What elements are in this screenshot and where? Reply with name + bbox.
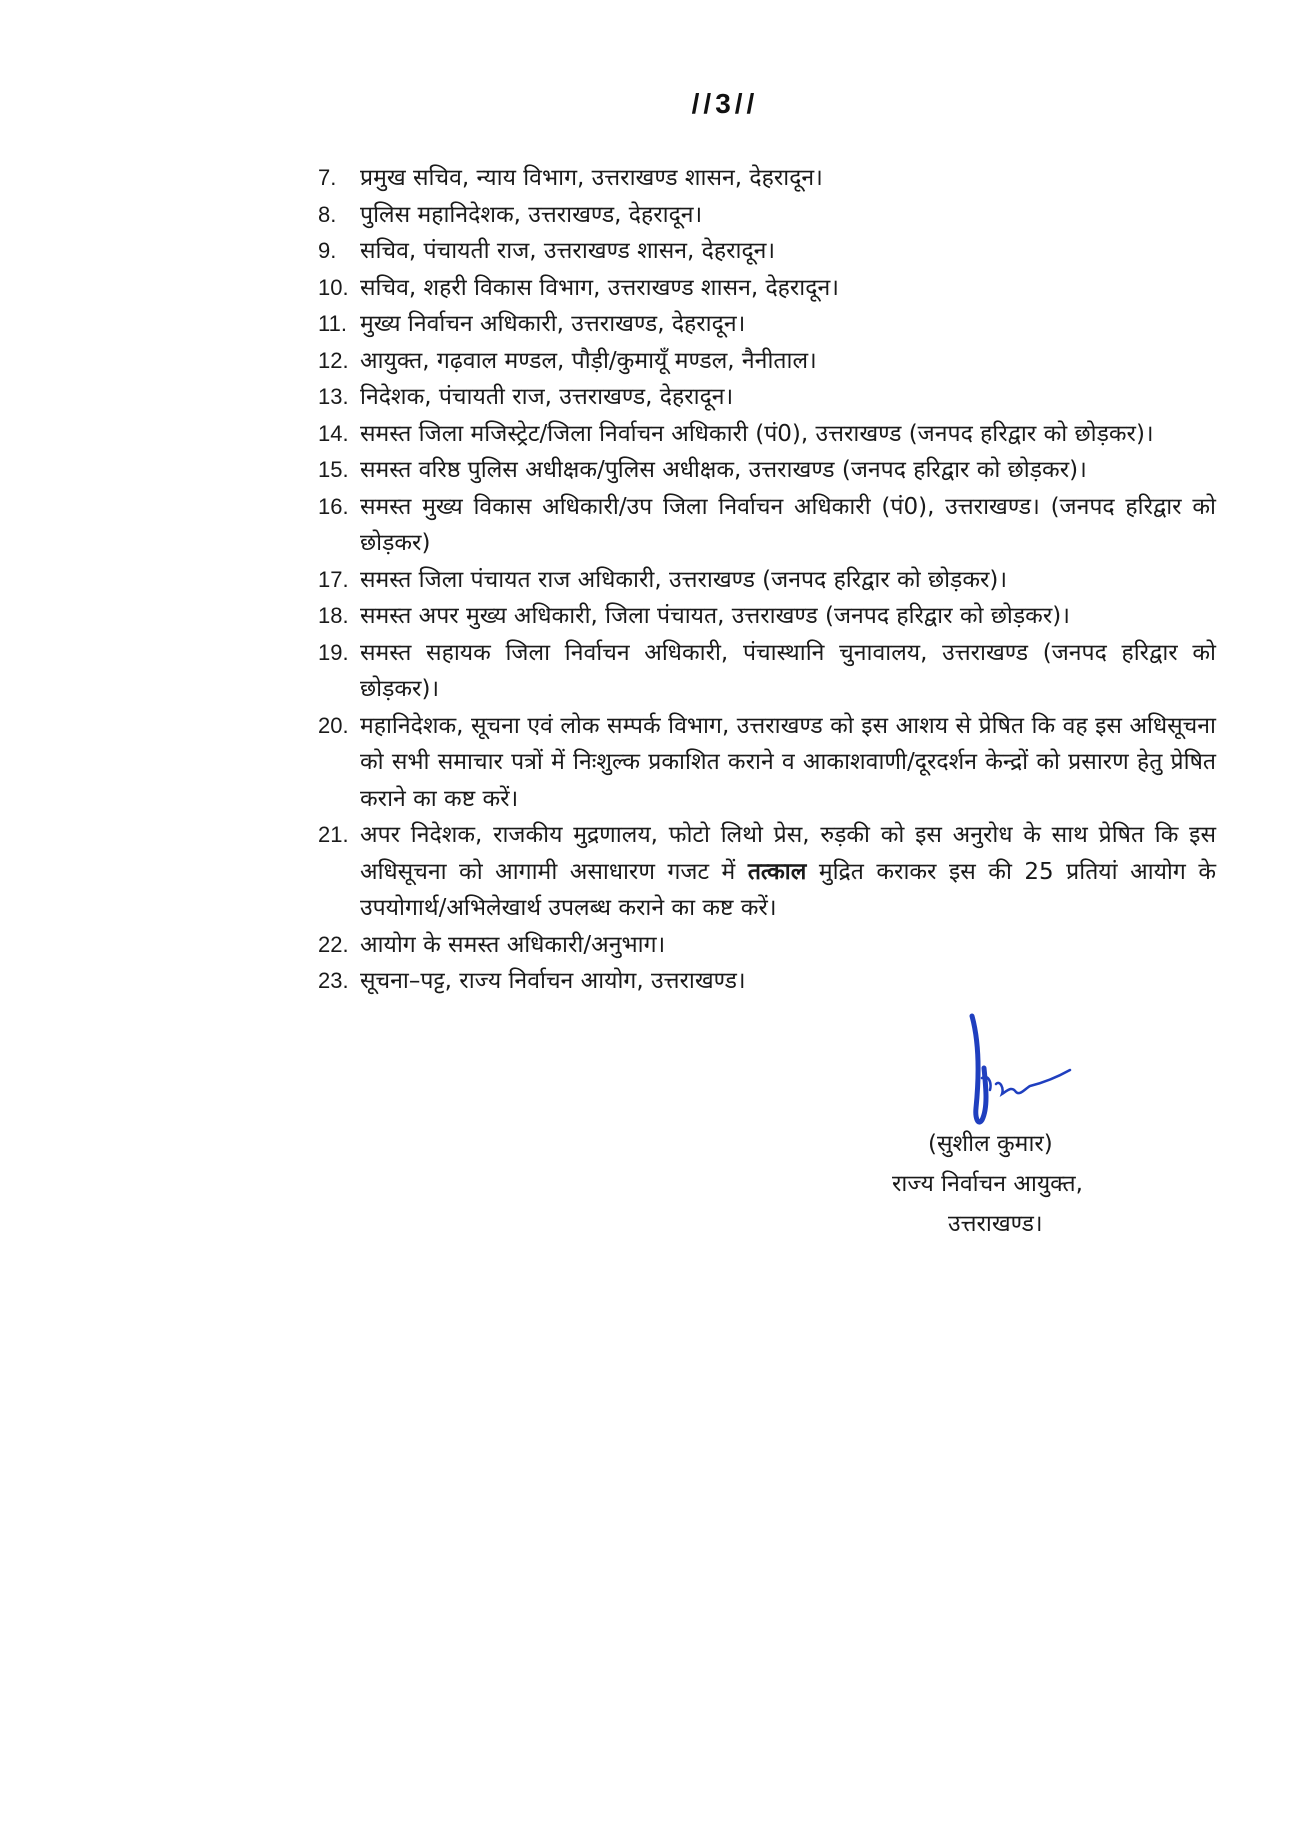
signatory-name: (सुशील कुमार) [928, 1131, 1053, 1157]
list-item [318, 927, 1216, 964]
item-text: समस्त मुख्य विकास अधिकारी/उप जिला निर्वाचन अधिकारी (पं0), उत्तराखण्ड। (जनपद हरिद्वार को छोड़कर) [360, 493, 1216, 556]
handwritten-signature [960, 1008, 1100, 1138]
item-number: 9. [318, 238, 337, 263]
item-number: 14. [318, 420, 349, 446]
item-text: आयुक्त, गढ़वाल मण्डल, पौड़ी/कुमायूँ मण्डल, नैनीताल। [360, 347, 817, 374]
item-number: 10. [318, 274, 349, 300]
list-item [318, 489, 1216, 562]
list-item [318, 817, 1216, 927]
item-text: सचिव, शहरी विकास विभाग, उत्तराखण्ड शासन, देहरादून। [360, 274, 839, 301]
item-number: 19. [318, 639, 349, 665]
list-item [318, 233, 1216, 270]
list-item [318, 270, 1216, 307]
item-text: निदेशक, पंचायती राज, उत्तराखण्ड, देहरादून। [360, 384, 734, 410]
item-number: 22. [318, 931, 349, 957]
item-text: सूचना–पट्ट, राज्य निर्वाचन आयोग, उत्तराखण्ड। [360, 968, 746, 994]
item-text: मुख्य निर्वाचन अधिकारी, उत्तराखण्ड, देहरादून। [360, 311, 746, 337]
signatory-state: उत्तराखण्ड। [948, 1211, 1043, 1237]
list-item [318, 598, 1216, 635]
list-item [318, 197, 1216, 234]
list-item [318, 160, 1216, 197]
distribution-list [318, 160, 1216, 1000]
list-item [318, 708, 1216, 818]
item-text: समस्त जिला पंचायत राज अधिकारी, उत्तराखण्ड (जनपद हरिद्वार को छोड़कर)। [360, 566, 1008, 593]
item-number: 23. [318, 968, 349, 993]
emphasis-text: तत्काल [747, 858, 807, 885]
item-number: 21. [318, 822, 349, 847]
page-number: //3// [691, 88, 759, 119]
item-number: 7. [318, 165, 337, 190]
list-item [318, 343, 1216, 380]
item-number: 15. [318, 457, 349, 482]
item-number: 20. [318, 712, 349, 738]
item-text: सचिव, पंचायती राज, उत्तराखण्ड शासन, देहरादून। [360, 238, 776, 264]
list-item [318, 416, 1216, 453]
list-item [318, 379, 1216, 416]
item-number: 11. [318, 311, 347, 336]
item-number: 17. [318, 566, 349, 592]
item-text: समस्त जिला मजिस्ट्रेट/जिला निर्वाचन अधिकारी (पं0), उत्तराखण्ड (जनपद हरिद्वार को छोड़कर)। [360, 420, 1154, 447]
signatory-designation: राज्य निर्वाचन आयुक्त, [892, 1171, 1083, 1197]
item-text: समस्त अपर मुख्य अधिकारी, जिला पंचायत, उत्तराखण्ड (जनपद हरिद्वार को छोड़कर)। [360, 603, 1070, 629]
item-text: पुलिस महानिदेशक, उत्तराखण्ड, देहरादून। [360, 201, 703, 228]
item-text [360, 817, 1216, 927]
item-text-part: अपर निदेशक, राजकीय मुद्रणालय, फोटो लिथो प्रेस, रुड़की को इस अनुरोध के साथ प्रेषित कि इस अधिसूचना को आगामी असाधारण गजट में [360, 822, 1216, 885]
item-number: 18. [318, 603, 349, 628]
list-item [318, 452, 1216, 489]
item-number: 13. [318, 384, 349, 409]
item-text: समस्त वरिष्ठ पुलिस अधीक्षक/पुलिस अधीक्षक, उत्तराखण्ड (जनपद हरिद्वार को छोड़कर)। [360, 457, 1087, 483]
list-item [318, 306, 1216, 343]
list-item [318, 635, 1216, 708]
item-text: समस्त सहायक जिला निर्वाचन अधिकारी, पंचास्थानि चुनावालय, उत्तराखण्ड (जनपद हरिद्वार को छोड़कर)। [360, 639, 1216, 702]
item-number: 12. [318, 347, 349, 373]
item-number: 16. [318, 493, 349, 519]
item-text: प्रमुख सचिव, न्याय विभाग, उत्तराखण्ड शासन, देहरादून। [360, 165, 823, 191]
list-item [318, 562, 1216, 599]
item-number: 8. [318, 201, 337, 227]
list-item [318, 963, 1216, 1000]
item-text: आयोग के समस्त अधिकारी/अनुभाग। [360, 931, 666, 958]
item-text: महानिदेशक, सूचना एवं लोक सम्पर्क विभाग, उत्तराखण्ड को इस आशय से प्रेषित कि वह इस अधिसूचना को सभी समाचार पत्रों में निःशुल्क प्रकाशित कराने व आकाशवाणी/दूरदर्शन केन्द्रों को प्रसारण हेतु प्रेषित कराने का कष्ट करें। [360, 712, 1216, 812]
item-text-part: मुद्रित कराकर इस की 25 प्रतियां आयोग के उपयोगार्थ/अभिलेखार्थ उपलब्ध कराने का कष्ट करें। [360, 858, 1216, 921]
